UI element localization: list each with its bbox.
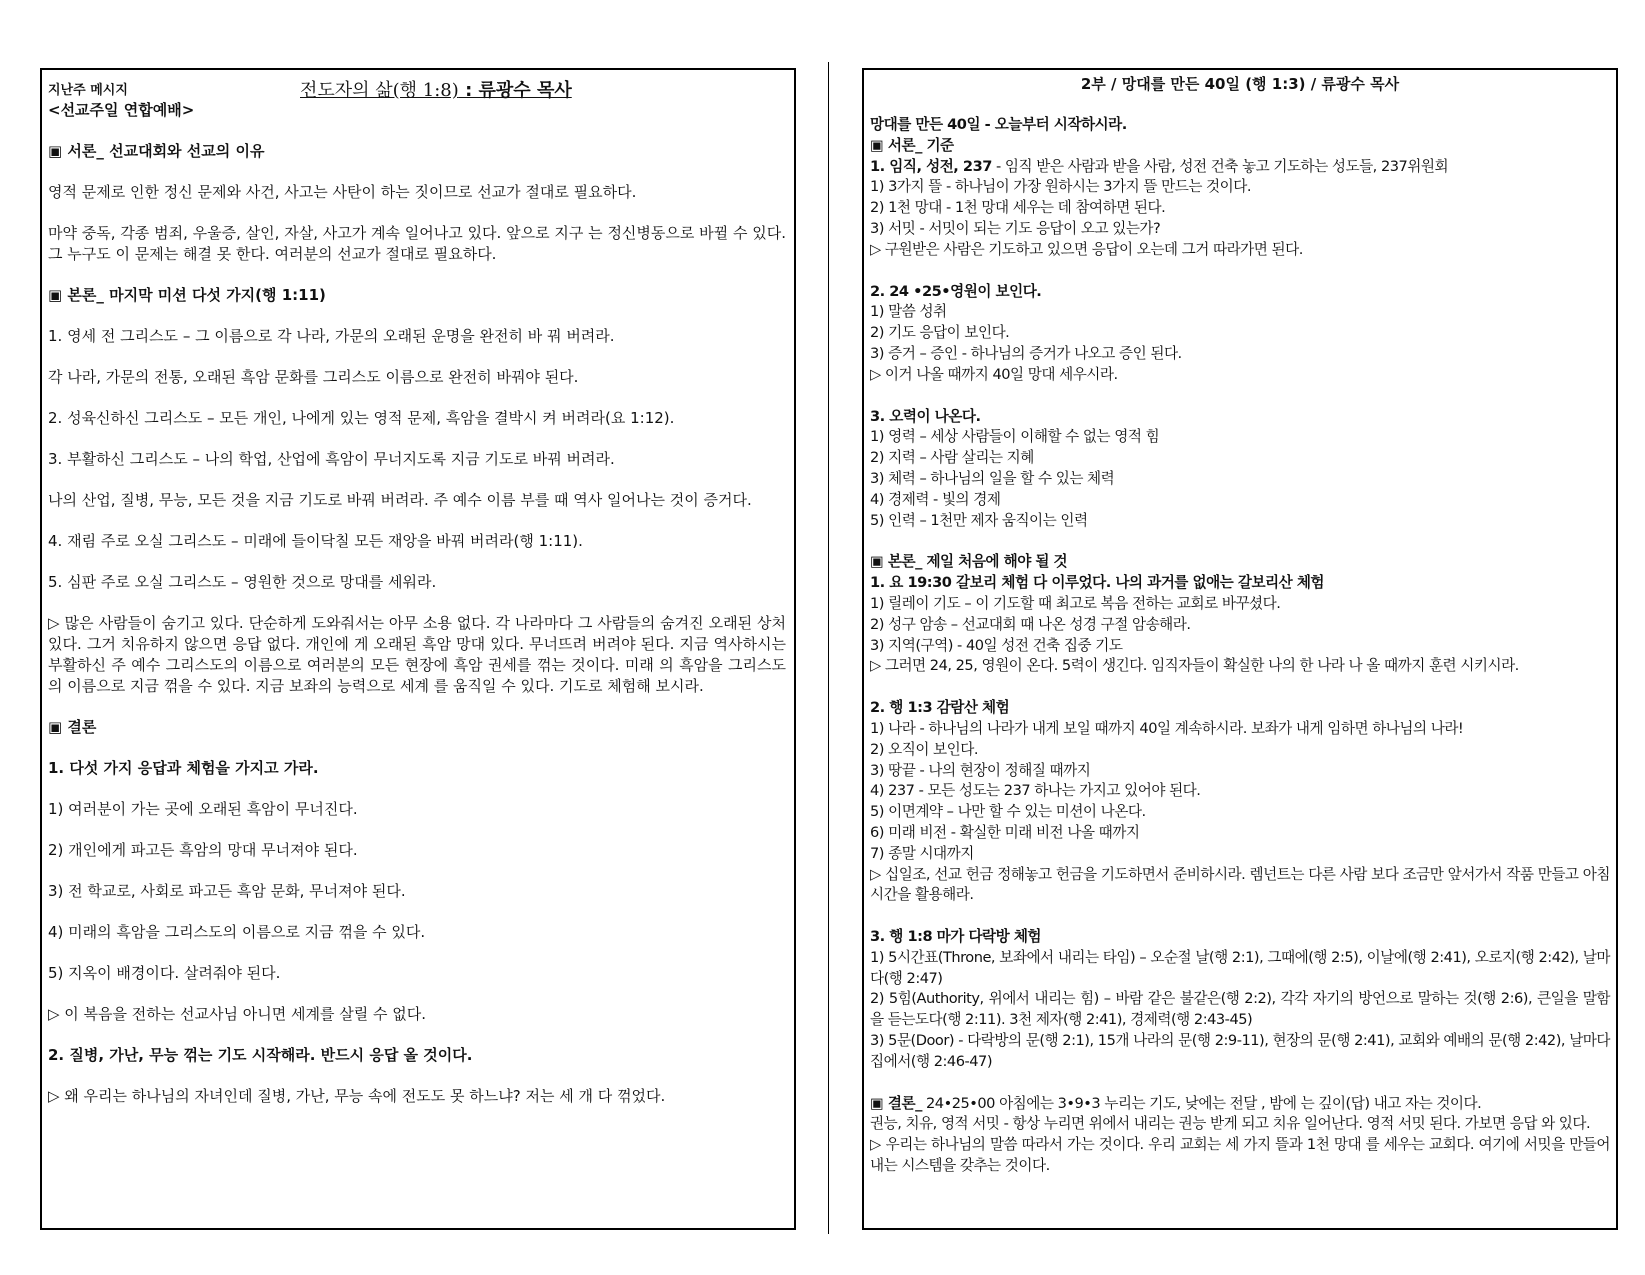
spacer bbox=[48, 984, 786, 1004]
spacer bbox=[48, 388, 786, 408]
paragraph: 5) 이면계약 – 나만 할 수 있는 미션이 나온다. bbox=[870, 803, 1146, 821]
spacer bbox=[870, 531, 1610, 552]
paragraph: 3) 전 학교로, 사회로 파고든 흑암 문화, 무너져야 된다. bbox=[48, 882, 406, 900]
paragraph: 5) 인력 – 1천만 제자 움직이는 인력 bbox=[870, 511, 1088, 529]
paragraph: 2) 오직이 보인다. bbox=[870, 740, 978, 758]
paragraph: ▷ 그러면 24, 25, 영원이 온다. 5력이 생긴다. 임직자들이 확실한 나의 한 나라 나 올 때까지 훈련 시키시라. bbox=[870, 657, 1519, 675]
spacer bbox=[48, 552, 786, 572]
spacer bbox=[48, 511, 786, 531]
paragraph: 3) 증거 – 증인 - 하나님의 증거가 나오고 증인 된다. bbox=[870, 344, 1182, 362]
paragraph: 7) 종말 시대까지 bbox=[870, 844, 974, 862]
section-heading: 2. 24 •25•영원이 보인다. bbox=[870, 282, 1042, 300]
paragraph: ▷ 이 복음을 전하는 선교사님 아니면 세계를 살릴 수 없다. bbox=[48, 1005, 426, 1023]
heading-rest: - 임직 받은 사람과 받을 사람, 성전 건축 놓고 기도하는 성도들, 237위원회 bbox=[991, 157, 1449, 175]
paragraph: 2) 1천 망대 - 1천 망대 세우는 데 참여하면 된다. bbox=[870, 199, 1166, 217]
paragraph: ▷ 이거 나올 때까지 40일 망대 세우시라. bbox=[870, 365, 1118, 383]
spacer bbox=[48, 306, 786, 326]
part2-message-panel bbox=[862, 68, 1618, 1230]
paragraph: ▷ 구원받은 사람은 기도하고 있으면 응답이 오는데 그거 따라가면 된다. bbox=[870, 240, 1303, 258]
spacer bbox=[870, 94, 1610, 115]
paragraph: 1) 말씀 성취 bbox=[870, 303, 947, 321]
spacer bbox=[48, 779, 786, 799]
section-heading: 3. 행 1:8 마가 다락방 체험 bbox=[870, 928, 1042, 946]
paragraph: 6) 미래 비전 - 확실한 미래 비전 나올 때까지 bbox=[870, 823, 1140, 841]
section-heading: ▣ 서론_ 기준 bbox=[870, 136, 954, 154]
paragraph: ▷ 십일조, 선교 헌금 정해놓고 헌금을 기도하면서 준비하시라. 렘넌트는 다른 사람 보다 조금만 앞서가서 작품 만들고 아침 시간을 활용해라. bbox=[870, 865, 1610, 904]
paragraph: 4) 미래의 흑암을 그리스도의 이름으로 지금 꺾을 수 있다. bbox=[48, 923, 426, 941]
heading-lead: 1. 임직, 성전, 237 bbox=[870, 157, 992, 175]
spacer bbox=[48, 203, 786, 223]
spacer bbox=[870, 677, 1610, 698]
last-week-message-panel bbox=[40, 68, 796, 1230]
paragraph: 3) 체력 – 하나님의 일을 할 수 있는 체력 bbox=[870, 469, 1115, 487]
section-heading: <선교주일 연합예배> bbox=[48, 101, 195, 119]
section-heading: 망대를 만든 40일 - 오늘부터 시작하시라. bbox=[870, 116, 1127, 133]
paragraph: 4. 재림 주로 오실 그리스도 – 미래에 들이닥칠 모든 재앙을 바꿔 버려라(행 1:11). bbox=[48, 532, 583, 550]
paragraph: 2) 기도 응답이 보인다. bbox=[870, 324, 1010, 342]
sermon-title-text: 전도자의 삶(행 1:8) bbox=[300, 80, 459, 101]
paragraph: 3) 서밋 - 서밋이 되는 기도 응답이 오고 있는가? bbox=[870, 219, 1161, 237]
heading-lead: ▣ 결론_ bbox=[870, 1094, 922, 1112]
paragraph: ▷ 우리는 하나님의 말씀 따라서 가는 것이다. 우리 교회는 세 가지 뜰과 1천 망대 를 세우는 교회다. 여기에 서밋을 만들어 내는 시스템을 갖추는 것이다. bbox=[870, 1136, 1610, 1175]
spacer bbox=[48, 593, 786, 613]
paragraph bbox=[870, 1094, 1610, 1115]
section-heading: ▣ 본론_ 제일 처음에 해야 될 것 bbox=[870, 553, 1068, 571]
paragraph: ▷ 왜 우리는 하나님의 자녀인데 질병, 가난, 무능 속에 전도도 못 하느냐? 저는 세 개 다 꺾었다. bbox=[48, 1087, 666, 1105]
section-heading: ▣ 본론_ 마지막 미션 다섯 가지(행 1:11) bbox=[48, 286, 326, 304]
paragraph: 1) 영력 – 세상 사람들이 이해할 수 없는 영적 힘 bbox=[870, 428, 1160, 446]
paragraph: 2) 5힘(Authority, 위에서 내리는 힘) – 바람 같은 불같은(행 2:2), 각각 자기의 방언으로 말하는 것(행 2:6), 큰일을 말함을 듣는도다(행 2:11). 3천 제자(행 2:41), 경제력(행 2:43-45) bbox=[870, 990, 1610, 1029]
column-divider bbox=[828, 62, 829, 1234]
paragraph: 3) 지역(구역) - 40일 성전 건축 집중 기도 bbox=[870, 636, 1123, 654]
paragraph: 1. 영세 전 그리스도 – 그 이름으로 각 나라, 가문의 오래된 운명을 완전히 바 꿔 버려라. bbox=[48, 327, 615, 345]
spacer bbox=[870, 386, 1610, 407]
spacer bbox=[48, 861, 786, 881]
spacer bbox=[48, 1066, 786, 1086]
paragraph: 2) 지력 – 사람 살리는 지혜 bbox=[870, 449, 1034, 467]
right-body bbox=[870, 94, 1610, 1177]
spacer bbox=[48, 738, 786, 758]
paragraph: 1) 릴레이 기도 – 이 기도할 때 최고로 복음 전하는 교회로 바꾸셨다. bbox=[870, 594, 1281, 612]
paragraph: 3) 5문(Door) - 다락방의 문(행 2:1), 15개 나라의 문(행 2:9-11), 현장의 문(행 2:41), 교회와 예배의 문(행 2:42), 날마다 집에서(행 2:46-47) bbox=[870, 1032, 1610, 1070]
header-label: 지난주 메시지 bbox=[48, 83, 128, 98]
paragraph: 5. 심판 주로 오실 그리스도 – 영원한 것으로 망대를 세워라. bbox=[48, 573, 437, 591]
spacer bbox=[48, 429, 786, 449]
spacer bbox=[48, 347, 786, 367]
left-body bbox=[48, 100, 786, 1107]
spacer bbox=[48, 820, 786, 840]
sermon-author: : 류광수 목사 bbox=[458, 80, 572, 101]
paragraph: 5) 지옥이 배경이다. 살려줘야 된다. bbox=[48, 964, 281, 982]
part2-title: 2부 / 망대를 만든 40일 (행 1:3) / 류광수 목사 bbox=[1080, 75, 1400, 93]
spacer bbox=[48, 162, 786, 182]
spacer bbox=[870, 906, 1610, 927]
spacer bbox=[48, 265, 786, 285]
section-heading: 2. 질병, 가난, 무능 꺾는 기도 시작해라. 반드시 응답 올 것이다. bbox=[48, 1046, 473, 1064]
heading-rest: 24•25•00 아침에는 3•9•3 누리는 기도, 낮에는 전달 , 밤에 는 깊이(답) 내고 자는 것이다. bbox=[921, 1094, 1482, 1112]
paragraph bbox=[870, 157, 1610, 178]
spacer bbox=[48, 121, 786, 141]
section-heading: 1. 다섯 가지 응답과 체험을 가지고 가라. bbox=[48, 759, 319, 777]
paragraph: 2) 개인에게 파고든 흑암의 망대 무너져야 된다. bbox=[48, 841, 358, 859]
paragraph: 나의 산업, 질병, 무능, 모든 것을 지금 기도로 바꿔 버려라. 주 예수 이름 부를 때 역사 일어나는 것이 증거다. bbox=[48, 491, 752, 509]
spacer bbox=[870, 261, 1610, 282]
section-heading: 2. 행 1:3 감람산 체험 bbox=[870, 699, 1010, 717]
paragraph: 1) 5시간표(Throne, 보좌에서 내리는 타임) – 오순절 날(행 2:1), 그때에(행 2:5), 이날에(행 2:41), 오로지(행 2:42), 날마다(행 2:47) bbox=[870, 948, 1610, 987]
paragraph: 3. 부활하신 그리스도 – 나의 학업, 산업에 흑암이 무너지도록 지금 기도로 바꿔 버려라. bbox=[48, 450, 615, 468]
paragraph: 4) 237 - 모든 성도는 237 하나는 가지고 있어야 된다. bbox=[870, 782, 1201, 800]
spacer bbox=[48, 902, 786, 922]
paragraph: 2) 성구 암송 – 선교대회 때 나온 성경 구절 암송해라. bbox=[870, 615, 1191, 633]
paragraph: 4) 경제력 - 빛의 경제 bbox=[870, 490, 1001, 508]
section-heading: ▣ 결론 bbox=[48, 718, 97, 736]
spacer bbox=[48, 943, 786, 963]
sermon-title bbox=[300, 76, 572, 102]
paragraph: 영적 문제로 인한 정신 문제와 사건, 사고는 사탄이 하는 짓이므로 선교가 절대로 필요하다. bbox=[48, 183, 637, 201]
paragraph: 각 나라, 가문의 전통, 오래된 흑암 문화를 그리스도 이름으로 완전히 바꿔야 된다. bbox=[48, 368, 579, 386]
paragraph: 권능, 치유, 영적 서밋 - 항상 누리면 위에서 내리는 권능 받게 되고 치유 일어난다. 영적 서밋 된다. 가보면 응답 와 있다. bbox=[870, 1115, 1591, 1133]
paragraph: 마약 중독, 각종 범죄, 우울증, 살인, 자살, 사고가 계속 일어나고 있다. 앞으로 지구 는 정신병동으로 바뀔 수 있다. 그 누구도 이 문제는 해결 못 한다. 여러분의 선교가 절대로 필요하다. bbox=[48, 224, 786, 263]
paragraph: 2. 성육신하신 그리스도 – 모든 개인, 나에게 있는 영적 문제, 흑암을 결박시 켜 버려라(요 1:12). bbox=[48, 409, 675, 427]
spacer bbox=[870, 1073, 1610, 1094]
section-heading: 3. 오력이 나온다. bbox=[870, 407, 981, 425]
spacer bbox=[48, 697, 786, 717]
paragraph: 1) 나라 - 하나님의 나라가 내게 보일 때까지 40일 계속하시라. 보좌가 내게 임하면 하나님의 나라! bbox=[870, 719, 1464, 737]
paragraph: 1) 여러분이 가는 곳에 오래된 흑암이 무너진다. bbox=[48, 800, 358, 818]
paragraph: 3) 땅끝 - 나의 현장이 정해질 때까지 bbox=[870, 761, 1091, 779]
section-heading: 1. 요 19:30 갈보리 체험 다 이루었다. 나의 과거를 없애는 갈보리산 체험 bbox=[870, 574, 1325, 592]
paragraph: ▷ 많은 사람들이 숨기고 있다. 단순하게 도와줘서는 아무 소용 없다. 각 나라마다 그 사람들의 숨겨진 오래된 상처 있다. 그거 치유하지 않으면 응답 없다. 개인에 게 오래된 흑암 망대 있다. 무너뜨려 버려야 된다. 지금 역사하시는 부활하신 주 예수 그리스도의 이름으로 여러분의 모든 현장에 흑암 권세를 꺾는 것이다. 미래 의 흑암을 그리스도의 이름으로 지금 꺾을 수 있다. 지금 보좌의 능력으로 세계 를 움직일 수 있다. 기도로 체험해 보시라. bbox=[48, 614, 786, 695]
paragraph: 1) 3가지 뜰 - 하나님이 가장 원하시는 3가지 뜰 만드는 것이다. bbox=[870, 178, 1251, 196]
spacer bbox=[48, 1025, 786, 1045]
left-header bbox=[48, 76, 786, 100]
section-heading: ▣ 서론_ 선교대회와 선교의 이유 bbox=[48, 142, 265, 160]
spacer bbox=[48, 470, 786, 490]
